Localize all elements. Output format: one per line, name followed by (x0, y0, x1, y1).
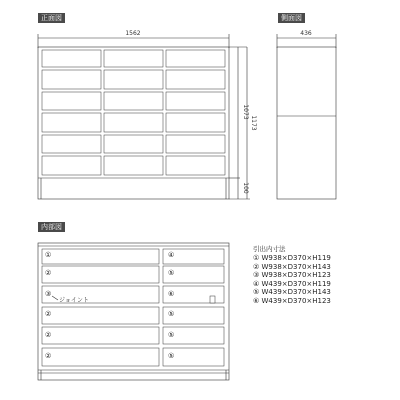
drawer-spec-list (253, 254, 331, 306)
front-width-text: 1562 (125, 30, 141, 37)
drawer-spec-item: ② W938×D370×H143 (253, 262, 331, 271)
front-drawer-grid (42, 50, 225, 175)
drawer-spec-item: ③ W938×D370×H123 (253, 271, 331, 280)
drawer-spec-title: 引出内寸法 (253, 245, 286, 253)
left-drawer-3-label: ③ (45, 290, 52, 298)
interior-cabinet (38, 243, 229, 380)
left-drawer-5-label: ② (45, 331, 52, 339)
drawer-spec-item: ① W938×D370×H119 (253, 254, 331, 262)
front-height-body-text: 1073 (242, 104, 249, 120)
drawer-spec-item: ④ W439×D370×H119 (253, 279, 331, 288)
right-drawer-3-label: ⑥ (168, 290, 175, 298)
right-drawer-5-label: ⑤ (168, 331, 175, 339)
right-drawer-1-label: ④ (168, 251, 175, 259)
interior-view-title: 内部図 (38, 222, 65, 232)
left-drawer-6-label: ② (45, 352, 52, 360)
drawer-spec-item: ⑥ W439×D370×H123 (253, 296, 331, 305)
right-drawer-2-label: ⑤ (168, 269, 175, 277)
interior-drawers (42, 249, 224, 366)
left-drawer-4-label: ② (45, 310, 52, 318)
side-view-title: 側面図 (278, 13, 305, 23)
side-cabinet (277, 47, 336, 199)
right-drawer-6-label: ⑤ (168, 352, 175, 360)
front-height-total-text: 1173 (250, 115, 257, 131)
side-depth-text: 436 (300, 30, 312, 37)
joint-leader (52, 296, 58, 300)
joint-label: ジョイント (59, 297, 89, 304)
front-height-dimensions (229, 47, 250, 199)
left-drawer-1-label: ① (45, 251, 52, 259)
drawer-spec-item: ⑤ W439×D370×H143 (253, 288, 331, 297)
front-base-text: 100 (242, 182, 249, 194)
front-view-title: 正面図 (38, 13, 65, 23)
right-drawer-4-label: ⑤ (168, 310, 175, 318)
left-drawer-2-label: ② (45, 269, 52, 277)
